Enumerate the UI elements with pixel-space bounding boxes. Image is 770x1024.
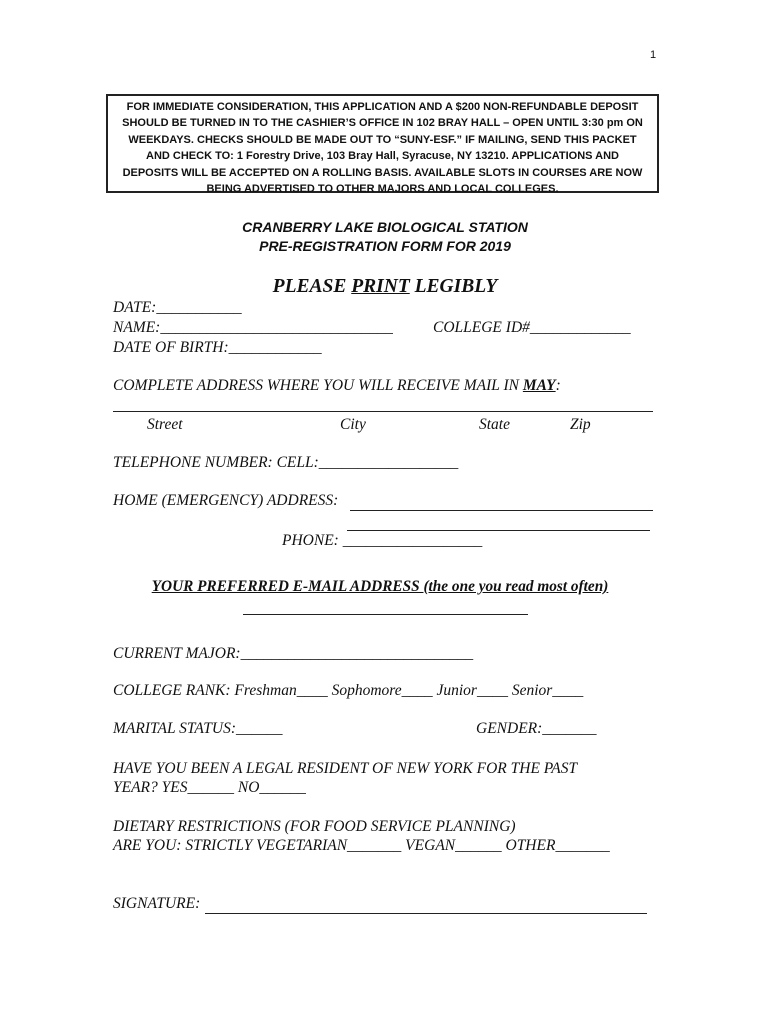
- city-label: City: [340, 416, 366, 433]
- print-title-pre: PLEASE: [272, 276, 352, 297]
- dietary-options[interactable]: ARE YOU: STRICTLY VEGETARIAN_______ VEGAN______ OTHER_______: [113, 837, 610, 854]
- print-legibly-heading: [0, 276, 770, 298]
- address-label-pre: COMPLETE ADDRESS WHERE YOU WILL RECEIVE MAIL IN: [113, 377, 523, 394]
- college-rank-field[interactable]: COLLEGE RANK: Freshman____ Sophomore____ Junior____ Senior____: [113, 682, 584, 699]
- print-title-post: LEGIBLY: [409, 276, 498, 297]
- print-title-emph: PRINT: [351, 276, 410, 297]
- dietary-heading: DIETARY RESTRICTIONS (FOR FOOD SERVICE PLANNING): [113, 818, 516, 835]
- signature-line[interactable]: [205, 913, 647, 914]
- notice-line-1: FOR IMMEDIATE CONSIDERATION, THIS APPLICATION AND A $200 NON-REFUNDABLE DEPOSIT: [126, 101, 639, 113]
- mail-address-line[interactable]: [113, 411, 653, 412]
- gender-field[interactable]: GENDER:_______: [476, 720, 597, 737]
- home-address-line-2[interactable]: [347, 530, 650, 531]
- station-title: CRANBERRY LAKE BIOLOGICAL STATION: [242, 219, 528, 235]
- street-label: Street: [147, 416, 183, 433]
- signature-label: SIGNATURE:: [113, 895, 201, 912]
- page-number: 1: [650, 49, 657, 61]
- resident-answer[interactable]: YEAR? YES______ NO______: [113, 779, 306, 796]
- current-major-field[interactable]: CURRENT MAJOR:______________________________: [113, 645, 474, 662]
- email-line[interactable]: [243, 614, 528, 615]
- email-label: YOUR PREFERRED E-MAIL ADDRESS (the one you read most often): [151, 578, 609, 595]
- college-id-field[interactable]: COLLEGE ID#_____________: [433, 319, 631, 336]
- date-of-birth-field[interactable]: DATE OF BIRTH:____________: [113, 339, 322, 356]
- notice-line-6: BEING ADVERTISED TO OTHER MAJORS AND LOCAL COLLEGES.: [206, 183, 559, 196]
- cell-phone-field[interactable]: TELEPHONE NUMBER: CELL:__________________: [113, 454, 459, 471]
- address-label-may: MAY: [522, 377, 556, 394]
- zip-label: Zip: [570, 416, 591, 433]
- marital-status-field[interactable]: MARITAL STATUS:______: [113, 720, 283, 737]
- notice-line-5: DEPOSITS WILL BE ACCEPTED ON A ROLLING BASIS. AVAILABLE SLOTS IN COURSES ARE NOW: [122, 166, 643, 179]
- notice-line-2: SHOULD BE TURNED IN TO THE CASHIER’S OFFICE IN 102 BRAY HALL – OPEN UNTIL 3:30 pm ON: [122, 117, 643, 130]
- home-phone-field[interactable]: PHONE: __________________: [282, 532, 483, 549]
- home-address-label: HOME (EMERGENCY) ADDRESS:: [113, 492, 339, 509]
- address-label-post: :: [555, 377, 561, 394]
- form-title: PRE-REGISTRATION FORM FOR 2019: [259, 238, 511, 254]
- date-field[interactable]: DATE:___________: [113, 299, 242, 316]
- notice-line-3: WEEKDAYS. CHECKS SHOULD BE MADE OUT TO “SUNY-ESF.” IF MAILING, SEND THIS PACKET: [128, 133, 637, 146]
- resident-question: HAVE YOU BEEN A LEGAL RESIDENT OF NEW YORK FOR THE PAST: [113, 760, 578, 777]
- deposit-notice-box: [106, 94, 659, 196]
- name-field[interactable]: NAME:______________________________: [113, 319, 393, 336]
- mail-address-label: [113, 377, 561, 395]
- notice-line-4: AND CHECK TO: 1 Forestry Drive, 103 Bray Hall, Syracuse, NY 13210. APPLICATIONS AND: [146, 150, 619, 163]
- home-address-line-1[interactable]: [350, 510, 653, 511]
- state-label: State: [479, 416, 510, 433]
